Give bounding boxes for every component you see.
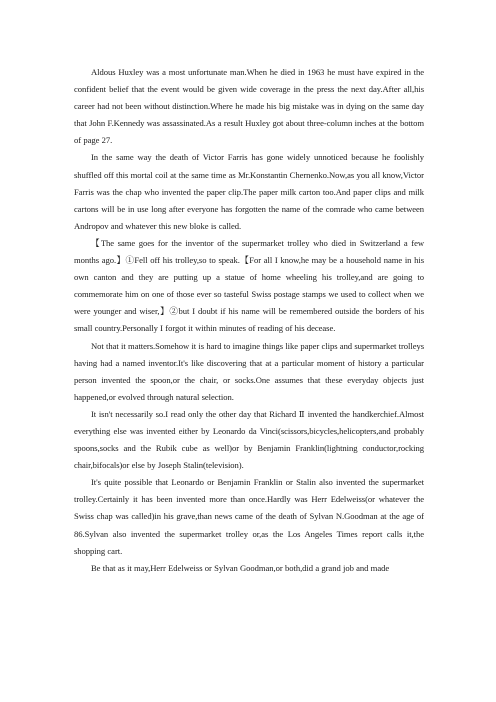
document-page <box>74 64 424 577</box>
paragraph-trolley-inventor: 【The same goes for the inventor of the supermarket trolley who died in Switzerland a few months ago.】①Fell off his trolley,so to speak.【For all I know,he may be a household name in his own canton and they are putting up a statue of home wheeling his trolley,and are going to commemorate him on one of those ever so tasteful Swiss postage stamps we used to collect when we were younger and wiser,】②but I doubt if his name will be remembered outside the borders of his small country.Personally I forgot it within minutes of reading of his decease. <box>74 237 424 334</box>
paragraph-huxley: Aldous Huxley was a most unfortunate man.When he died in 1963 he must have expired in the confident belief that the event would be given wide coverage in the press the next day.After all,his career had not been without distinction.Where he made his big mistake was in dying on the same day that John F.Kennedy was assassinated.As a result Huxley got about three-column inches at the bottom of page 27. <box>74 67 424 146</box>
paragraph-goodman: It's quite possible that Leonardo or Benjamin Franklin or Stalin also invented the supermarket trolley.Certainly it has been invented more than once.Hardly was Herr Edelweiss(or whatever the Swiss chap was called)in his grave,than news came of the death of Sylvan N.Goodman at the age of 86.Sylvan also invented the supermarket trolley or,as the Los Angeles Times report calls it,the shopping cart. <box>74 477 424 556</box>
paragraph-farris: In the same way the death of Victor Farris has gone widely unnoticed because he foolishly shuffled off this mortal coil at the same time as Mr.Konstantin Chernenko.Now,as you all know,Victor Farris was the chap who invented the paper clip.The paper milk carton too.And paper clips and milk cartons will be in use long after everyone has forgotten the name of the comrade who came between Andropov and whatever this new bloke is called. <box>74 152 424 231</box>
paragraph-closing: Be that as it may,Herr Edelweiss or Sylvan Goodman,or both,did a grand job and made <box>91 562 390 573</box>
paragraph-inventions: It isn't necessarily so.I read only the other day that Richard Ⅱ invented the handkerchief.Almost everything else was invented either by Leonardo da Vinci(scissors,bicycles,helicopters,and probably spoons,socks and the Rubik cube as well)or by Benjamin Franklin(lightning conductor,rocking chair,bifocals)or else by Joseph Stalin(television). <box>74 408 424 471</box>
paragraph-named-inventor: Not that it matters.Somehow it is hard to imagine things like paper clips and supermarket trolleys having had a named inventor.It's like discovering that at a particular moment of history a particular person invented the spoon,or the chair, or socks.One assumes that these everyday objects just happened,or evolved through natural selection. <box>74 340 424 402</box>
